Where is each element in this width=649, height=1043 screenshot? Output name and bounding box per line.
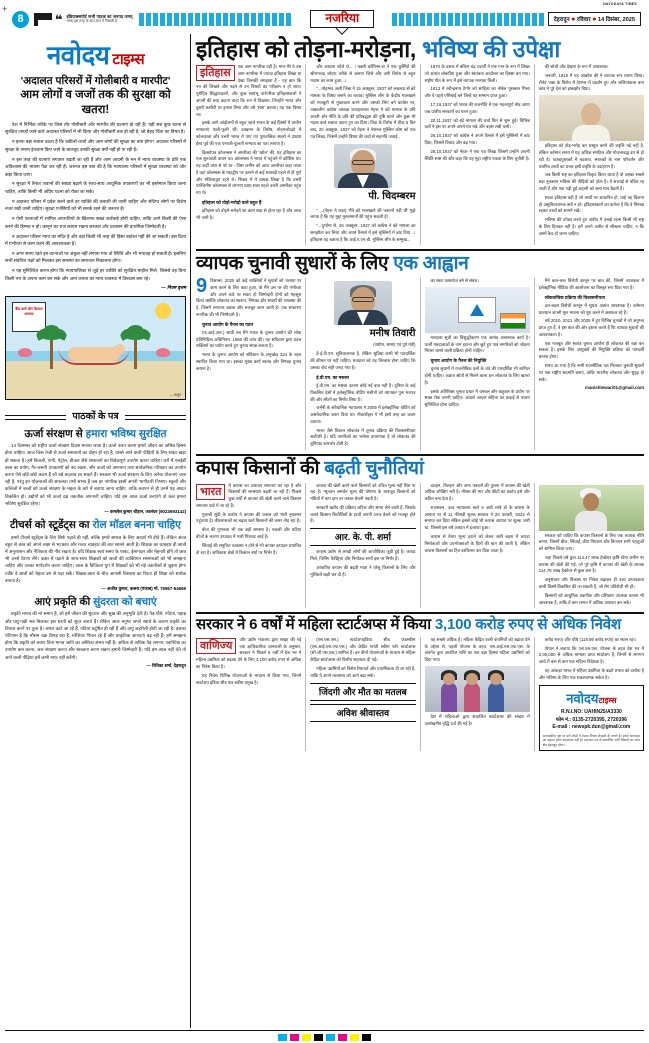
right-column [191, 34, 644, 1028]
story-para: "...मोहम्मद अली जिन्ना ने 15 अक्तूबर, 1937 को लखनऊ से बंटे मामला के विषय बनाने का बचाव। मुस्लिम लीग के केंद्रीय मालखाने को मजबूती से मुकाबला करने और उसको लिए बने कांग्रेस पर, तत्कालीन कांग्रेस अध्यक्ष जवाहरलाल नेहरू ने बंटे मामला के प्रति अपनी और नीति के प्रति की प्रतिबद्धता की पुष्टि करने और कुछ भी महत्व वाले सवाल उठाए हुए का दिया। विदा के विरोध में ठीक 5 दिन बाद, 20 अक्तूबर, 1937 को नेहरू ने नेशनल मुस्लिम कोष को एक पत्र लिखा, जिसमें उन्होंने विषय की चर्चा से सहमति जताई.. [310, 86, 416, 139]
palm-leaves [36, 325, 67, 340]
letter-signature: — अजीत कुमार, कसरा (पंजाब) मो. 76967-54669 [101, 585, 186, 591]
photo-person [488, 682, 504, 712]
story-para: चुनाव सुधारों में राजनीतिक दलों के चंदे की पारदर्शिता भी शामिल होनी चाहिए। अज्ञात स्रोतों से मिलने वाला धन लोकतंत्र के लिए खतरा है। [424, 366, 530, 385]
story-para: एक आम नागरिक वही है। मगर मेरे वे उस आम नागरिक में ज्यादा इतिहास लिखा या देखा जिसकी समझता है - यह बात कि नव की लिखने और पढ़ने से उन विषयों का परीक्षण न हो जाए। पुरोहित सिद्धांतकारों, और कुछ स्वयंभू पारंपरिक इतिहासकारों ने अपनी की तरह कहना चाहा कि रूप में दिखाया, जिन्होंने भारत और दूसरी कसौटी पर इमला लिया और उसे 'सत्य' बनाया। यह एक विषय था। [196, 64, 302, 117]
glasses-icon [352, 160, 374, 165]
page-body [0, 34, 649, 1028]
color-swatch [338, 1034, 347, 1041]
story-para: कपास की खेती करने वाले किसानों को उचित मूल्य नहीं मिल पा रहा है। न्यूनतम समर्थन मूल्य की घोषणा के बावजूद किसानों को मंडियों में कम दाम पर फसल बेचनी पड़ती है। [310, 482, 416, 502]
story-para: कपास से तैयार मूल्य हटाने को लेकर जारी बहस में कपड़ा निर्माताओं और उपभोक्ताओं के हितों की बात की जाती है, लेकिन कपास किसानों का हित दरकिनार कर दिया जाता है। [424, 534, 530, 553]
color-swatch [314, 1034, 323, 1041]
letter-para: 14 दिसम्बर को राष्ट्रीय ऊर्जा संरक्षण दिवस मनाया जाता है। ऊर्जा बचत करना हमारे जीवन का अभिन्न हिस्सा होना चाहिए। आज जिस तेजी से ऊर्जा संसाधनों का दोहन हो रहा है, उससे आने वाली पीढ़ियों के लिए संकट खड़ा हो सकता है। हमें बिजली, पानी, पेट्रोल, डीजल जैसे संसाधनों का विवेकपूर्ण उपयोग करना चाहिए। घरों में एलईडी बल्ब का प्रयोग, गैर-जरूरी उपकरणों को बंद रखना, सौर ऊर्जा को अपनाना तथा सार्वजनिक परिवहन का उपयोग करना ऐसे छोटे-छोटे कदम हैं जो बड़े बदलाव ला सकते हैं। सरकार भी ऊर्जा संरक्षण के लिए अनेक योजनाएं चला रही है, परंतु इन योजनाओं की सफलता तभी संभव है जब हर नागरिक इसमें अपनी भागीदारी निभाए। स्कूलों और कॉलेजों में बच्चों को ऊर्जा संरक्षण के महत्व के बारे में बताया जाना चाहिए, ताकि बचपन से ही उनमें यह आदत विकसित हो। उद्योगों को भी ऊर्जा दक्ष तकनीक अपनानी चाहिए। यदि हम आज ऊर्जा बचाएंगे तो कल हमारा भविष्य सुरक्षित रहेगा। [5, 443, 186, 506]
story-para: सच्चा इतिहास वही है जो तथ्यों पर आधारित हो, चाहे वह कितना ही असुविधाजनक क्यों न हो। इतिहासकारों का कर्तव्य है कि वे निष्पक्ष रहकर तथ्यों को सामने रखें। [538, 194, 644, 214]
contact-logo [543, 689, 640, 710]
dropcap: भारत [196, 484, 225, 500]
dateline-sep-2: ● [592, 16, 597, 23]
letter-item [5, 428, 186, 515]
author-name: मनीष तिवारी [369, 327, 416, 339]
dropcap: इतिहास [196, 65, 235, 81]
startup-author-box [310, 704, 415, 722]
tagline-line-2: भाषा इस तरह के बात-बात में निखारी है [66, 19, 117, 24]
editorial-signature: — नियम वृत्तम [161, 284, 186, 290]
story-para: देश में महिलाओं द्वारा संचालित स्टार्टअप्स की संख्या में उल्लेखनीय वृद्धि दर्ज की गई है। [424, 713, 530, 726]
story-para: 1870 के दशक में बंकिम चंद्र चटर्जी ने एक गान के रूप में लिखा जो अत्यंत लोकप्रिय हुआ और स्वतंत्रता आंदोलन का हिस्सा बन गया। राष्ट्रीय गीत के रूप में इसे व्यापक मान्यता मिली। [424, 64, 530, 83]
page-number-badge: 8 [12, 11, 29, 28]
startup-subhead-box [310, 683, 415, 701]
letter-body [5, 442, 186, 507]
photo-person [441, 682, 457, 712]
editorial-body [5, 121, 186, 282]
letter-signature: — कमलेश कुमार चौहान, जालंधर (9023693142) [104, 508, 186, 514]
letter-signature: — रितिका शर्मा, देहरादून [146, 662, 186, 668]
story-para: भविष्य की उपेक्षा करते हुए अतीत में उलझे रहना किसी भी राष्ट्र के लिए हितकर नहीं है। हमें अपने अतीत से सीखना चाहिए, न कि उसमें कैद हो जाना चाहिए। [538, 217, 644, 236]
photo-person [464, 682, 480, 712]
cartoon-credit: — कार्टून [169, 392, 181, 397]
story-subhead: चुनाव आयोग के पैनल की नियुक्ति [430, 358, 487, 364]
story-para: (फ.आई.आर.) साथी तब मैंने भारत के चुनाव आयोग की लोक प्रतिनिधित्व अधिनियम, 1950 की जांच की। यह संविधान द्वारा प्रदत्त शक्तियों का प्रयोग करते हुए चुनाव संपन्न कराता है। [196, 329, 302, 349]
editorial-para: न सुरक्षा में तैनात जवानों की संख्या बढ़ाने के साथ-साथ आधुनिक उपकरणों का भी इस्तेमाल किया जाना चाहिए, ताकि किसी भी अप्रिय घटना को रोका जा सके। [5, 181, 186, 194]
contact-email: E-mail : newspk.dun@gmail.com [552, 724, 631, 731]
story-column [420, 637, 530, 752]
story-column [196, 64, 301, 245]
dateline-date: 14 दिसंबर, 2025 [597, 16, 635, 23]
headline-blue: बढ़ती चुनौतियां [324, 458, 424, 480]
story-para: दलहन, तिलहन और अन्य फसलों की तुलना में कपास की खेती अधिक जोखिम भरी है। मौसम की मार और कीटों का प्रकोप इसे और कठिन बना देता है। [424, 482, 530, 502]
story-para: जनवरी, 1919 में यह आक्रोश की ने व्यापक रूप धारण किया। रॉलेट एक्ट के विरोध में देशभर में प्रदर्शन हुए और जलियांवाला बाग कांड ने पूरे देश को झकझोर दिया। [538, 72, 644, 92]
story-column [534, 637, 644, 752]
brand-mini: NAVODAYA TIMES [603, 2, 637, 6]
farmer-photo [539, 485, 644, 531]
dateline-sep-1: ● [571, 16, 576, 23]
story-para: गुलाबी सुंडी के प्रकोप ने कपास की फसल को भारी नुकसान पहुंचाया है। कीटनाशकों का बढ़ता खर्च किसानों की कमर तोड़ रहा है। [196, 511, 302, 524]
story-para: कपास उद्योग से लाखों लोगों की आजीविका जुड़ी हुई है। कपड़ा मिलें, जिनिंग फैक्ट्रियां और निर्यातक सभी इस पर निर्भर हैं। [310, 549, 416, 562]
masthead-tagline [67, 15, 133, 24]
story-para: सरकार को चाहिए कि कपास किसानों के लिए एक व्यापक नीति बनाए, जिसमें बीज, सिंचाई, कीट नियंत्रण और विपणन सभी पहलुओं को शामिल किया जाए। [538, 532, 644, 552]
lotus-icon [18, 348, 32, 357]
letter-title [5, 519, 186, 532]
story-column [196, 483, 301, 609]
editorial-para: देश में निर्भिक तरीके पर जिस तौर गोलीबारी और मारपीट की घटनाएं हो रही हैं। यही सब कुछ घटना से सुरक्षित जगहों जाने वाले अदालत परिसरों में भी किया और गोलीबारी तक हो रही है, जो बेहद चिंता का विषय है। [5, 121, 186, 135]
story-para: यह सबसे अधिक है। महिला केंद्रित वाली कंपनियों को बढ़ावा देने के उद्देश्य से, पहली योजना के तहत, एस.आई.एस.एफ.एस. के अंतर्गत कुल आवंटित राशि का एक बड़ा हिस्सा महिला उद्यमियों को दिया गया। [424, 636, 530, 663]
story-para: वर्ष 2010, 2021 और 2025 में हुए विभिन्न चुनावों में जो अनुभव प्राप्त हुए हैं, वे इस बात की ओर इशारा करते हैं कि व्यापक सुधारों की आवश्यकता है। [538, 318, 644, 337]
letters-section-header [5, 406, 186, 424]
flag-icon [34, 13, 52, 26]
sun-icon [155, 303, 171, 319]
story-column [305, 483, 415, 609]
color-swatch [290, 1034, 299, 1041]
lotus-icon [156, 348, 170, 357]
story-column [420, 278, 530, 450]
contact-box [539, 685, 644, 752]
story-para: का स्वतः दस्तावेज बने से संबंध। [430, 277, 479, 283]
story-para: भारत जैसे विशाल लोकतंत्र में चुनाव प्रक्रिया की विश्वसनीयता सर्वोपरि है। यदि नागरिकों का भरोसा डगमगाता है तो लोकतंत्र की बुनियाद कमजोर होती है। [310, 427, 416, 447]
story-para: ''...दुर्भाग्य से, 26 अक्तूबर, 1937 को कांग्रेस ने बंटे मामला का समझौता कर लिया और अपने फैसले में इसे मुस्लिमों में बांट दिया...। इतिहास यह बताता है कि आई.ए.एन.बी. मुस्लिम लीग के सम्मुख... [310, 223, 416, 242]
letter-title-blue: सुंदरता को बचाएं [93, 595, 157, 608]
headline-blue: भविष्य की उपेक्षा [422, 36, 560, 62]
bottom-rule [5, 1030, 644, 1031]
letters-section-title: पाठकों के पत्र [66, 411, 124, 422]
headline-plain: कपास किसानों की [196, 458, 325, 480]
story-subhead: चुनाव आयोग के पैनल का गठन [202, 321, 254, 327]
editorial-para: न यह सुनिश्चित करना होगा कि न्यायपालिका से जुड़े हर व्यक्ति को सुरक्षित माहौल मिले, जिससे वह बिना किसी भय के अपना काम कर सके और आम जनता का न्याय व्यवस्था में विश्वास बना रहे। [5, 268, 186, 281]
glasses-icon [352, 297, 374, 302]
story-column [534, 64, 644, 245]
headline-plain: व्यापक चुनावी सुधारों के लिए [196, 253, 394, 275]
story-subhead: जिंदगी और मौत का मतलब [318, 686, 407, 697]
story-para: क्रिस्टोफर कोलम्बस ने अमरीका की 'खोज' की, यह इतिहास का एक शुरुआती कथन था। कोलम्बस ने भारत में पहुंचने में कोशिश था। यह कहीं तथ्य से परे था - जिस जमीन को आज अमरीका कहा जाता है वहां कोलम्बस के महाद्वीप पर उतरने से कई शताब्दी पहले से ही पूर्ण और मंजिलाद्वय रहते थे। शिखर में ने प्रत्यक्ष लिखा है कि उत्तरी पाश्चिमीय कोलम्बस से लगभग 500 साल पहले उत्तरी अमरीका पहुंच गए थे। [196, 149, 302, 196]
contact-phone: फोन नं.: 0135-2720395, 2720396 [555, 716, 627, 723]
story-para: '' ...(नेहरू ने कहा) 'मैंने बंटे मालखाने की जरूरतें पड़ी थीं' मुझे लगता है कि यह मुद्दा मुसलमानों की पहुंच सकती है! [310, 207, 416, 220]
story-para: करोड़ रुपए) और चौथे (119.99 करोड़ रुपए) का स्थान रहा। [544, 636, 637, 642]
story-election-headline [196, 254, 644, 275]
author-card [310, 281, 415, 348]
tagline-line-1: इंडियाक्सपोर्ट सभी पाठक का जनपद जगत् [66, 13, 133, 19]
letter-body [5, 534, 186, 584]
story-para: सिंचाई की समुचित व्यवस्था न होने से भी कपास उत्पादन प्रभावित हो रहा है। अधिकांश क्षेत्रों में किसान वर्षा पर निर्भर हैं। [196, 542, 302, 555]
headline-blue: 3,100 करोड़ रुपए से अधिक निवेश [434, 616, 621, 634]
story-para: जहां पिछले वर्ष कुल 114.47 लाख हेक्टेयर कृषि योग्य जमीन पर कपास की खेती की गई, जो पूरे कृषि में कपास की खेती के लायक 114.79 लाख हेक्टेयर से कुछ कम है। [538, 554, 644, 574]
story-para: मतदाता सूची का विशुद्धीकरण एक अत्यंत आवश्यक कार्य है। फर्जी मतदाताओं के नाम हटाना और छूटे हुए पात्र नागरिकों को जोड़ना निरंतर चलने वाली प्रक्रिया होनी चाहिए। [424, 334, 530, 354]
headline-blue: एक आह्वान [393, 253, 469, 275]
triangle-shape [470, 304, 484, 316]
letter-title [5, 596, 186, 609]
editorial-para: न इस तरह की घटनाएं लगातार बढ़ती जा रही हैं और आम आदमी के मन में न्याय व्यवस्था के प्रति एक अविश्वास की भावना पैदा कर रही हैं। जरूरत इस बात की है कि न्यायालय परिसरों में सुरक्षा व्यवस्था को और कड़ा किया जाए। [5, 156, 186, 177]
story-history-columns [196, 64, 644, 245]
story-para: में कपास का उत्पादन लगातार घट रहा है और किसानों की समस्याएं बढ़ती जा रही हैं। पिछले कुछ वर्षों से कपास की खेती करने वाले किसान लगातार घाटे में जा रहे हैं। [196, 482, 302, 508]
story-para: राजस्थान, उच्च न्यायालय बाले व अधी लांबे डॉ के कपास के आयात पर से 11 फीसदी शुल्क सरकार ने 20 फरवरी, 2024 से समाप्त कर दिया लेकिन इससे कोई भी कपास आयात पर शुल्क जारी था, जिससे इस वर्ष आयात में इजाफा हुआ। [424, 504, 530, 531]
palm-leaves [120, 325, 151, 340]
story-cotton-columns [196, 483, 644, 609]
story-column [305, 637, 415, 752]
story-startup [196, 612, 644, 751]
section-tab: नजरिया [310, 10, 374, 28]
letter-item [5, 519, 186, 592]
letter-para: प्रकृति मानव की मां समान है, जो हमें जीवन की सुंदरता और सुख की अनुभूति देती है। पेड़-पौधे, नदियां, पहाड़ और पशु-पक्षी सब मिलकर इस धरती को सुंदर बनाते हैं। लेकिन आज मनुष्य अपने स्वार्थ के कारण प्रकृति का विनाश करने पर तुला है। जंगल काटे जा रहे हैं, नदियां प्रदूषित हो रही हैं और वायु जहरीली होती जा रही है। इसका परिणाम है कि मौसम चक्र बिगड़ रहा है, ग्लेशियर पिघल रहे हैं और प्राकृतिक आपदाएं बढ़ रही हैं। हमें समझना होगा कि प्रकृति को बचाए बिना मानव जाति का अस्तित्व संभव नहीं है। अधिक से अधिक पेड़ लगाना, प्लास्टिक का उपयोग कम करना, जल संरक्षण करना और स्वच्छता बनाए रखना हमारी जिम्मेदारी है। यदि हम आज नहीं चेते तो आने वाली पीढ़ियां हमें कभी माफ नहीं करेंगी। [5, 611, 186, 660]
dateline-city: देहरादून [553, 16, 570, 23]
story-column [534, 483, 644, 609]
photo-person-head [466, 673, 478, 685]
author-photo [334, 281, 392, 325]
cartoon-ground [6, 361, 185, 399]
contact-logo-suffix: टाइम्स [598, 695, 617, 705]
editorial-headline-2: आम लोगों व जजों तक की सुरक्षा को खतरा! [20, 89, 171, 116]
author-name: पी. चिदम्बरम [368, 190, 416, 202]
page-topbar [0, 0, 649, 34]
story-column [305, 64, 415, 245]
story-startup-columns [196, 637, 644, 752]
editorial-cartoon [5, 296, 186, 400]
color-swatch [278, 1034, 287, 1041]
story-para: इतिहास को तोड़ने-मरोड़ने का काम सदा से होता रहा है और आज भी जारी है। [196, 208, 302, 221]
photo-person-body [572, 125, 610, 141]
paper-logo [47, 36, 144, 72]
story-startup-headline [196, 617, 644, 634]
story-para: दल-बदल विरोधी कानून में सुधार अत्यंत आवश्यक है। वर्तमान प्रावधान अपनी मूल भावना को पूरा करने में असफल रहे हैं। [538, 302, 644, 315]
cartoon-signboard-text: बैंक कर्ज और किसान समस्या [15, 306, 43, 316]
story-column [534, 278, 644, 450]
color-swatch [326, 1034, 335, 1041]
story-para: की सोची और देखना के रूप में आवश्यक। [544, 64, 609, 70]
story-para: गोयल ने बताया कि एस.एस.एस. योजना के तहत देश भर में 2,00,000 से अधिक मान्यता प्राप्त स्टार्टअप हैं, जिनमें से लगभग आधे में कम से कम एक महिला निदेशक है। [538, 645, 644, 665]
story-para: 17,19,1937 को भारत की राजनीति में एक महत्वपूर्ण मोड़ आया जब प्रांतीय सरकारों का गठन हुआ। [424, 102, 530, 114]
story-para: महिला उद्यमियों को विशेष रियायतें और प्राथमिकता दी जा रही है, ताकि वे अपने व्यवसाय को आगे बढ़ा सकें। [310, 665, 416, 678]
paper-logo-suffix: टाइम्स [112, 51, 145, 68]
photo-person-body [575, 511, 607, 531]
contact-disclaimer: सम्पादकीय पृष्ठ पर छपे लेखों में व्यक्त विचार लेखकों के अपने हैं। इनसे सम्पादक का सहमत होना आवश्यक नहीं है। समाचार पत्र से सम्बन्धित सभी विवादों का न्याय क्षेत्र देहरादून होगा। [542, 733, 640, 747]
archival-photo [539, 95, 644, 141]
stripe-right [392, 13, 546, 26]
story-para: 28,10,1937 को नेहरू ने एक पत्र लिखा जिसमें उन्होंने अपनी स्थिति स्पष्ट की और कहा कि यह मुद्दा राष्ट्रीय एकता के लिए चुनौती है। [424, 148, 530, 161]
palm-tree-icon [50, 335, 53, 369]
story-para: 20,11,1937 को बंटे मामला की चर्चा फिर से शुरू हुई। विभिन्न दलों ने इस पर अपने-अपने मत रखे और बहस लंबी चली। [424, 117, 530, 130]
story-para: (एस.एस.एस.) स्टार्टअपइंडिया सीड फंडस्कीम (एस.आई.एस.एफ.एस.) और क्रेडिट गारंटी स्कीम फॉर स्टार्टअप्स (सी.जी.एस.एस.) शामिल हैं। इन तीनों योजनाओं के माध्यम से महिला केंद्रित स्टार्टअप्स को वित्तीय सहायता दी गई। [310, 636, 416, 663]
story-para: भारत के चुनाव आयोग को संविधान के अनुच्छेद 324 के तहत स्थापित किया गया था। इसका मुख्य कार्य स्वतंत्र और निष्पक्ष चुनाव कराना है। [196, 352, 302, 371]
ec-logo-icon [458, 297, 496, 323]
story-para: 1913 में रवीन्द्रनाथ टैगोर को साहित्य का नोबेल पुरस्कार मिला और वे पहले एशियाई बने जिन्हें यह सम्मान प्राप्त हुआ। [424, 86, 530, 99]
letter-para: हमारे टीचर्स स्टूडेंट्स के लिए सिर्फ पढ़ाते ही नहीं, बल्कि हमारे समाज के लिए आदर्श भी होते हैं। लेकिन आज बहुत से छात्र को अपने लक्ष्य से भटकाव और गलत व्यवहार की बात सामने आती है। शिक्षक का व्यवहार ही छात्रों में अनुशासन और नैतिकता की नींव रखता है। यदि शिक्षक स्वयं समय के पाबंद, ईमानदार और मेहनती होंगे तो छात्र भी उनसे प्रेरणा लेंगे। कक्षा में पढ़ाने के साथ-साथ शिक्षकों को छात्रों की व्यक्तिगत समस्याओं को भी समझना चाहिए और उनका मार्गदर्शन करना चाहिए। आज के डिजिटल युग में शिक्षकों को भी नई तकनीकों से जुड़ना होगा ताकि वे छात्रों को बेहतर ढंग से पढ़ा सकें। शिक्षक-छात्र के बीच आपसी विश्वास का रिश्ता ही शिक्षा को सार्थक बनाता है। [5, 534, 186, 583]
color-swatch [362, 1034, 371, 1041]
story-para: इसके आगे आंदोलनों से बहुत पहले भारत के कई हिस्सों में प्राचीन सभ्यताएं फली-फूली थीं। उत्खनन के विशेष, मोहनजोदड़ो में कोलकाता और उत्तरी भारत में पाए गए पुरातत्विक स्थलों ने 2500 ईसा पूर्व की एक पनपती-फूलती सभ्यता का पता लगाया है। [196, 120, 302, 146]
editorial-headline-1: 'अदालत परिसरों में गोलीबारी व मारपीट' [20, 75, 171, 87]
paper-logo-main: नवोदय [46, 40, 110, 70]
story-para: इतिहास को तोड़-मरोड़ कर प्रस्तुत करने की प्रवृत्ति नई नहीं है, लेकिन वर्तमान समय में यह अधिक संगठित और योजनाबद्ध ढंग से हो रही है। पाठ्यपुस्तकों में बदलाव, स्मारकों के नाम परिवर्तन और चयनित तथ्यों का प्रचार इसी प्रवृत्ति के उदाहरण हैं। [538, 143, 644, 169]
story-para: जब किसी राष्ट्र का इतिहास विकृत किया जाता है तो उसका सबसे बड़ा नुकसान भविष्य की पीढ़ियों को होता है। वे सच्चाई से वंचित रह जाती हैं और एक गढ़ी हुई कहानी को सत्य मान बैठती हैं। [538, 172, 644, 191]
story-para: सरकारी खरीद की प्रक्रिया जटिल और समय लेने वाली है, जिसके चलते किसान बिचौलियों के हाथों अपनी उपज बेचने को मजबूर होते हैं। [310, 504, 416, 524]
letter-title-blue: हमारा भविष्य सुरक्षित [85, 427, 167, 440]
dateline-day: रविवार [576, 16, 591, 23]
women-entrepreneurs-photo [425, 666, 530, 712]
story-cotton [196, 454, 644, 608]
letter-title-plain: ऊर्जा संरक्षण से [24, 427, 86, 440]
story-para: जर्मनी के संवैधानिक न्यायालय ने 2009 में इलेक्ट्रॉनिक वोटिंग को असंवैधानिक करार दिया था। नीदरलैंड्स ने भी इसी तरह का कदम उठाया। [310, 405, 416, 424]
photo-person-head [583, 493, 599, 511]
story-column [420, 483, 530, 609]
author-subtitle: (वकील, सांसद एवं पूर्व मंत्री) [373, 341, 416, 347]
author-card [310, 144, 415, 205]
editorial-para: न ऐसी घटनाओं में शामिल अपराधियों के खिलाफ सख्त कार्रवाई होनी चाहिए, ताकि आगे किसी की ऐसा करने की हिम्मत न हो। कानून का राज कायम रखना सरकार और प्रशासन की प्राथमिक जिम्मेदारी है। [5, 216, 186, 229]
quote-icon: ❝ [55, 11, 63, 27]
letter-title-blue: रोल मॉडल बनना चाहिए [92, 518, 181, 531]
story-para: है-ई.वी.एम. सुविधाजनक है, लेकिन सुविधा कभी भी पारदर्शिता की कीमत पर नहीं चाहिए। मतदाता को यह विश्वास होना चाहिए कि उसका वोट सही जगह गया है। [310, 351, 416, 370]
headline-plain: इतिहास को तोड़ना-मरोड़ना, [196, 36, 423, 62]
color-swatch [302, 1034, 311, 1041]
story-column [196, 637, 301, 752]
story-subhead: लोकतांत्रिक प्रक्रिया की विश्वसनीयता [544, 294, 605, 300]
contact-rni: R.N.I.NO: UAHIN25/A3330 [560, 709, 622, 716]
editorial-para: न अगर समय रहते इन घटनाओं पर अंकुश नहीं लगाया गया तो स्थिति और भी भयावह हो सकती है। इसलिए सभी संबंधित पक्षों को मिलकर इस समस्या का समाधान निकालना होगा। [5, 250, 186, 264]
letter-body [5, 610, 186, 660]
masthead-logo-block [5, 34, 186, 72]
story-para: 26,10,1937 को कांग्रेस ने अपने फैसले में इसे मुस्लिमों में बांट दिया, जिससे विवाद और बढ़ गया। [424, 133, 530, 145]
story-subhead: ई.वी.एम. का मसला [316, 374, 349, 380]
story-para: बीज की गुणवत्ता भी एक बड़ी समस्या है। नकली और घटिया बीजों के कारण उत्पादन में भारी गिरावट आई है। [196, 527, 302, 539]
section-tab-wrap [294, 10, 390, 28]
story-column [196, 274, 302, 450]
crop-mark-left: + [2, 4, 8, 14]
election-commission-photo [425, 287, 530, 333]
story-election-columns [196, 274, 644, 450]
letter-title [5, 428, 186, 441]
stripe-left [139, 13, 293, 26]
story-election [196, 249, 644, 450]
story-history-headline [196, 37, 644, 61]
author-name: अविश श्रीवास्तव [336, 707, 390, 718]
cotton-author-box [310, 528, 415, 546]
editorial-para: न अदालत परिसर में प्रवेश करने वाले हर व्यक्ति की तलाशी ली जानी चाहिए और संदिग्ध लोगों पर विशेष नजर रखी जानी चाहिए। सुरक्षा एजेंसियों को भी सतर्क रहने की जरूरत है। [5, 198, 186, 212]
story-para: मैंने कल-कल विरोधी कानून पर बात की, जिसमें आजकल में इलेक्ट्रॉनिक मीडिया की आलोचना का विस्तृत रूप दिया गया है। [538, 277, 644, 290]
story-para: अनुसंधान और विकास पर निवेश बढ़ाकर ही उच्च उत्पादकता वाली किस्में विकसित की जा सकती हैं, जो रोग प्रतिरोधी भी हों। [538, 577, 644, 589]
color-swatch [350, 1034, 359, 1041]
story-subhead: इतिहास को तोड़ो-मरोड़ो वाले बहुत हैं [202, 199, 262, 205]
story-para: दिसम्बर, 2025 को कई व्यक्तियों ने सुधारों को चलाया पर काम करने के लिए कहा हुआ, तो मैंने उस पर की गंभीरता और अपने कंधे पर सवार हो जिम्मेदारी होनों को महसूस किया क्योंकि लोकतंत्र का स्वरूप, निष्पक्ष और संघर्षों की व्यवस्था की है, जिसमें लगातार खराब और मजबूत काम आती है। एक साधारण नागरिक की भी जिम्मेदारी है। [196, 277, 302, 317]
story-column [420, 64, 530, 245]
big-digit: 9 [196, 274, 208, 297]
left-column [5, 34, 191, 1028]
contact-logo-main: नवोदय [566, 690, 599, 706]
indian-flag-icon [500, 313, 526, 329]
author-photo [334, 144, 392, 188]
photo-person-head [490, 673, 502, 685]
cartoon-person [68, 347, 120, 361]
story-para: किसानों को आधुनिक तकनीक और प्रशिक्षण उपलब्ध कराना भी आवश्यक है, ताकि वे कम लागत में अधिक उत्पादन कर सकें। [538, 592, 644, 605]
letter-title-plain: टीचर्स को स्टूडेंट्स का [10, 518, 93, 531]
palm-tree-icon [134, 335, 137, 369]
story-para: समय आ गया है कि सभी राजनीतिक दल मिलकर चुनावी सुधारों पर एक राष्ट्रीय सहमति बनाएं, ताकि भारतीय लोकतंत्र और सुदृढ़ हो सके। [538, 363, 644, 382]
story-para: यह आंकड़ा भारत में महिला उद्यमिता के बढ़ते प्रभाव को दर्शाता है और भविष्य के लिए एक सकारात्मक संकेत है। [538, 667, 644, 680]
color-registration-bar [0, 1032, 649, 1043]
letter-item [5, 596, 186, 669]
dateline [548, 12, 641, 26]
story-column [305, 278, 415, 450]
story-para: एक मजबूत और स्वतंत्र चुनाव आयोग ही लोकतंत्र की रक्षा कर सकता है। इसके लिए आयुक्तों की नियुक्ति प्रक्रिया को पारदर्शी बनाना होगा। [538, 340, 644, 360]
letter-title-plain: आएं प्रकृति की [34, 595, 94, 608]
headline-plain: सरकार ने 6 वर्षों में महिला स्टार्टअप्स में किया [196, 616, 435, 634]
story-para: इसके अतिरिक्त चुनाव प्रचार में धनबल और बाहुबल के प्रयोग पर सख्त रोक लगनी चाहिए। आदर्श आचार संहिता का कड़ाई से पालन सुनिश्चित होना चाहिए। [424, 388, 530, 408]
editorial-para: न इतना बड़ा सवाल उठता है कि वकीलों-जजों और आम लोगों की सुरक्षा का क्या होगा? अदालत परिसरों में सुरक्षा के तमाम इंतजाम किए जाने के बावजूद उनकी सुरक्षा क्यों नहीं हो पा रही है। [5, 139, 186, 152]
story-para: और उद्योग मंत्रालय द्वारा साझा की गई एक आधिकारिक जानकारी के अनुसार, सरकार ने पिछले 6 वर्षों में देश भर में महिला उद्यमिता को बढ़ावा देने के लिए 3,100 करोड़ रुपए से अधिक का निवेश किया है। [196, 636, 302, 669]
story-para: ई.वी.एम. का मसला उठाना कोई नई बात नहीं है। दुनिया के कई विकसित देशों ने इलेक्ट्रॉनिक वोटिंग मशीनों को त्यागकर पुनः मतपत्र की ओर लौटने का निर्णय लिया है। [310, 382, 416, 402]
photo-person-head [581, 103, 601, 126]
story-cotton-headline [196, 459, 644, 480]
author-name: आर. के. पी. शर्मा [334, 532, 391, 543]
story-para: यह निवेश विभिन्न योजनाओं के माध्यम से किया गया, जिनमें स्टार्टअप इंडिया सीड फंड स्कीम प्रमुख है। [196, 672, 302, 685]
dropcap: वाणिज्य [196, 638, 236, 654]
photo-person-head [443, 673, 455, 685]
author-email: manishtewari01@gmail.com [585, 385, 644, 391]
story-para: और अध्याय फोले थे... । वक्ती कॉमिन्स-डा ने एक कुर्सियों की श्रीरामचंद्र जोहरा तरीके से बनाया जिसे और उसी विरोध से बहुत मध्यम का काम हुआ...। [310, 64, 416, 83]
editorial-para: न अदालत परिसर न्याय का मंदिर है और वहां किसी भी तरह की हिंसा बर्दाश्त नहीं की जा सकती। इस दिशा में गंभीरता से काम करने की आवश्यकता है। [5, 233, 186, 246]
story-para: आयातित कपास की बढ़ती मात्रा ने घरेलू किसानों के लिए और मुश्किलें खड़ी कर दी हैं। [310, 565, 416, 577]
story-history [196, 34, 644, 245]
